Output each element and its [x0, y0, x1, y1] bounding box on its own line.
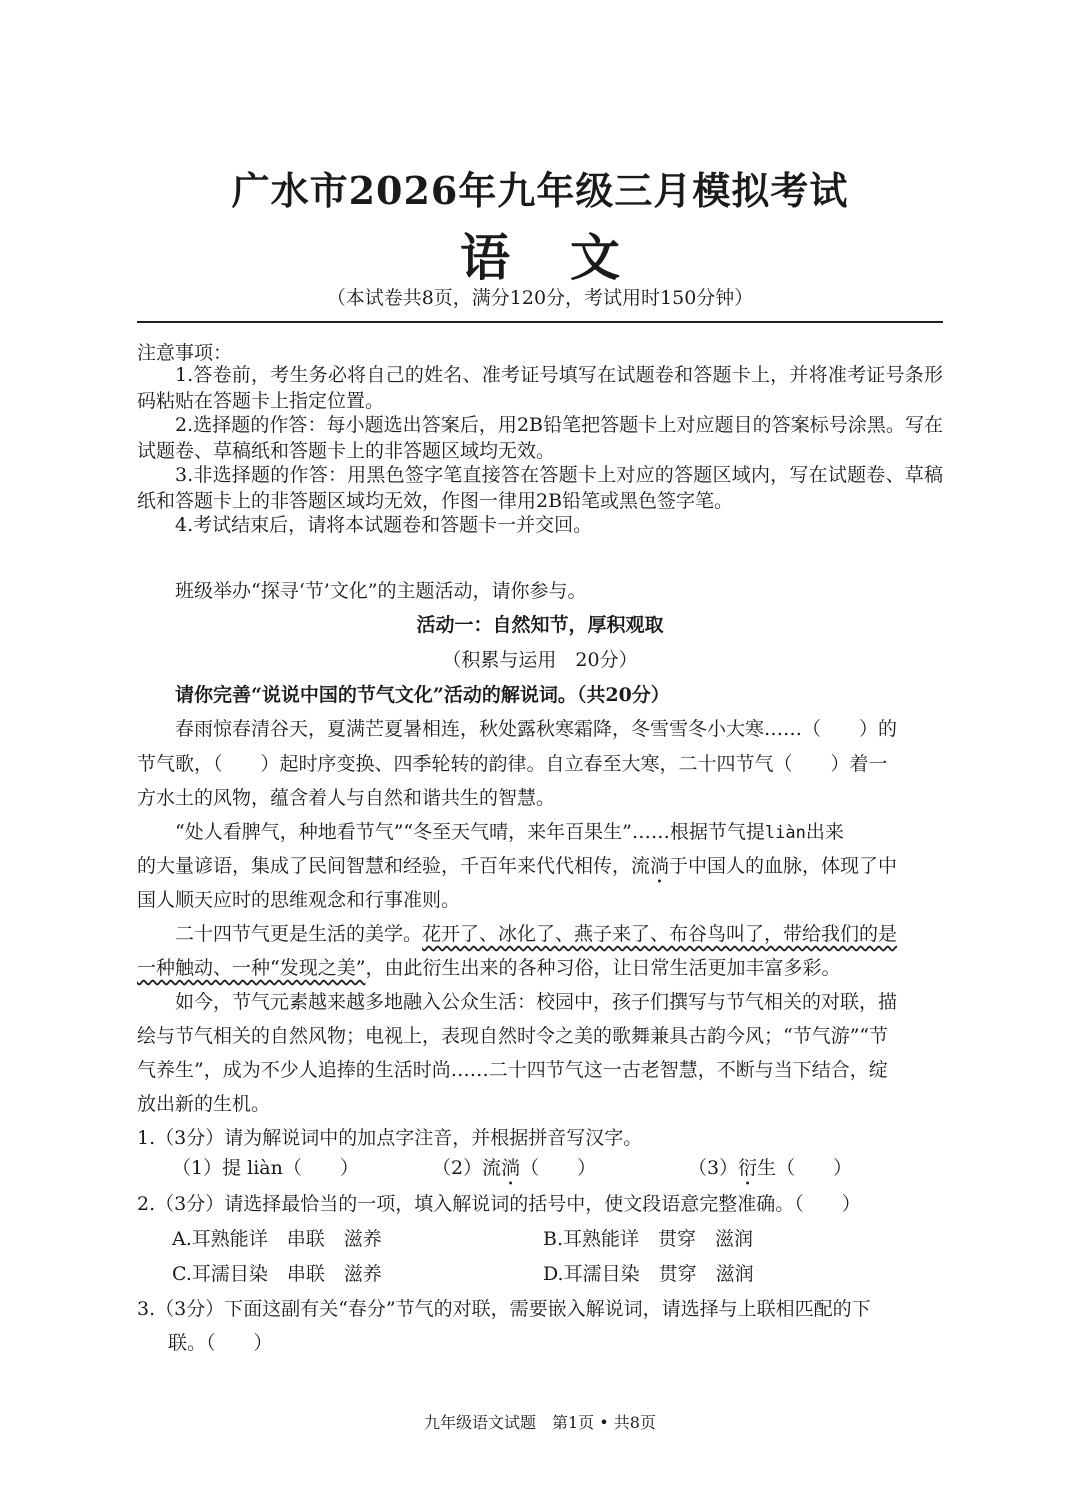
question-1-answer-2: （2）流淌（ ）: [432, 1157, 597, 1179]
passage-line: 如今，节气元素越来越多地融入公众生活：校园中，孩子们撰写与节气相关的对联，描: [175, 991, 898, 1013]
question-2-stem: 2.（3分）请选择最恰当的一项，填入解说词的括号中，使文段语意完整准确。（ ）: [137, 1193, 861, 1215]
question-2-option-c: C.耳濡目染 串联 滋养: [172, 1263, 382, 1285]
dotted-char: 衍: [738, 1157, 758, 1179]
pinyin-text: liàn: [764, 823, 806, 843]
wavy-underlined-text: 一种触动、一种“发现之美”: [137, 957, 366, 979]
question-2-option-a: A.耳熟能详 串联 滋养: [172, 1228, 382, 1250]
activity-subtitle: （积累与运用 20分）: [442, 649, 638, 671]
question-3-stem-cont: 联。（ ）: [168, 1332, 273, 1354]
question-2-option-d: D.耳濡目染 贯穿 滋润: [543, 1263, 754, 1285]
passage-line: 方水土的风物，蕴含着人与自然和谐共生的智慧。: [137, 787, 556, 809]
question-1-answer-1: （1）提 liàn（ ）: [172, 1157, 359, 1179]
passage-line: “处人看脾气，种地看节气”“冬至天气晴，来年百果生”……根据节气提liàn出来: [175, 821, 844, 843]
question-2-option-b: B.耳熟能详 贯穿 滋润: [543, 1228, 754, 1250]
activity-title: 活动一：自然知节，厚积观取: [416, 614, 664, 636]
passage-line: 国人顺天应时的思维观念和行事准则。: [137, 889, 461, 911]
notes-heading: 注意事项：: [137, 342, 233, 364]
question-1-answer-3: （3）衍生（ ）: [688, 1157, 853, 1179]
wavy-underlined-text: 花开了、冰化了、燕子来了、布谷鸟叫了，带给我们的是: [422, 923, 898, 945]
passage-line: 气养生”，成为不少人追捧的生活时尚……二十四节气这一古老智慧，不断与当下结合，绽: [137, 1059, 888, 1081]
intro-text: 班级举办“探寻‘节’文化”的主题活动，请你参与。: [175, 580, 587, 602]
question-1-stem: 1.（3分）请为解说词中的加点字注音，并根据拼音写汉字。: [137, 1127, 643, 1149]
passage-line: 节气歌，（ ）起时序变换、四季轮转的韵律。自立春至大寒，二十四节气（ ）着一: [137, 753, 888, 775]
note-item: 2.选择题的作答：每小题选出答案后，用2B铅笔把答题卡上对应题目的答案标号涂黑。写在试题卷、草稿纸和答题卡上的非答题区域均无效。: [137, 414, 943, 462]
passage-line: 春雨惊春清谷天，夏满芒夏暑相连，秋处露秋寒霜降，冬雪雪冬小大寒……（ ）的: [175, 718, 898, 740]
exam-info: （本试卷共8页，满分120分，考试用时150分钟）: [326, 287, 754, 309]
note-item: 1.答卷前，考生务必将自己的姓名、准考证号填写在试题卷和答题卡上，并将准考证号条形码粘贴在答题卡上指定位置。: [137, 364, 943, 412]
passage-line: 二十四节气更是生活的美学。花开了、冰化了、燕子来了、布谷鸟叫了，带给我们的是: [175, 923, 898, 945]
note-item: 3.非选择题的作答：用黑色签字笔直接答在答题卡上对应的答题区域内，写在试题卷、草稿纸和答题卡上的非答题区域均无效，作图一律用2B铅笔或黑色签字笔。: [137, 464, 943, 512]
page-footer: 九年级语文试题 第1页 • 共8页: [424, 1413, 656, 1432]
passage-line: 一种触动、一种“发现之美”，由此衍生出来的各种习俗，让日常生活更加丰富多彩。: [137, 957, 841, 979]
task-heading: 请你完善“说说中国的节气文化”活动的解说词。（共20分）: [175, 684, 670, 706]
question-3-stem: 3.（3分）下面这副有关“春分”节气的对联，需要嵌入解说词，请选择与上联相匹配的下: [137, 1298, 871, 1320]
header-divider: [137, 321, 943, 323]
subject-title: 语文: [460, 228, 680, 287]
dotted-char: 淌: [650, 855, 670, 877]
passage-line: 绘与节气相关的自然风物；电视上，表现自然时令之美的歌舞兼具古韵今风；“节气游”“节: [137, 1025, 889, 1047]
dotted-char: 淌: [501, 1157, 521, 1179]
passage-line: 的大量谚语，集成了民间智慧和经验，千百年来代代相传，流淌于中国人的血脉，体现了中: [137, 855, 898, 877]
passage-line: 放出新的生机。: [137, 1093, 271, 1115]
exam-title: 广水市2026年九年级三月模拟考试: [231, 168, 849, 213]
note-item: 4.考试结束后，请将本试题卷和答题卡一并交回。: [175, 514, 593, 536]
